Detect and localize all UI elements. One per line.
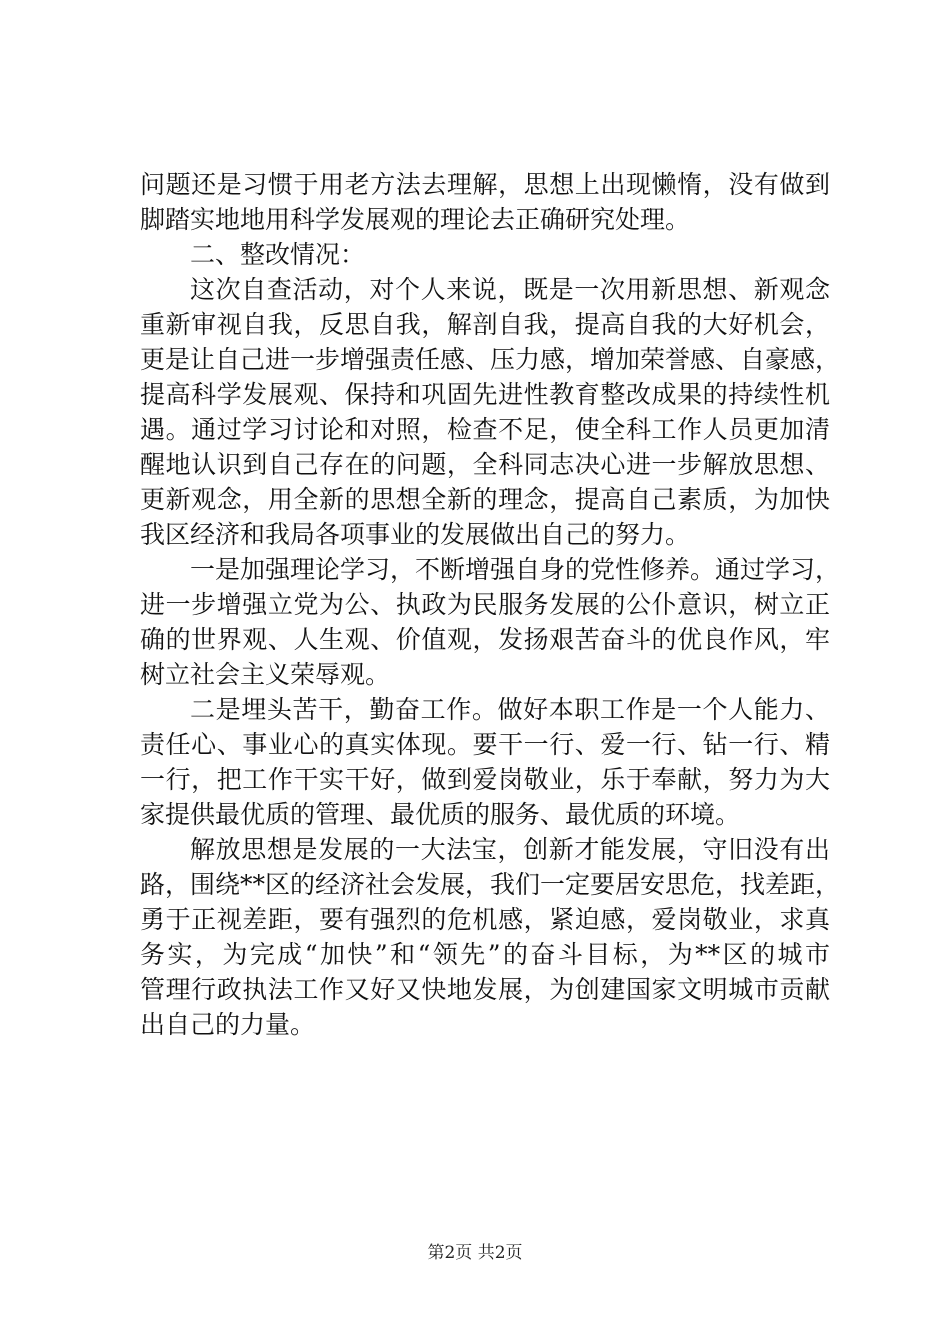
section-heading: 二、整改情况： <box>190 240 366 269</box>
text-line: 路，围绕**区的经济社会发展，我们一定要居安思危，找差距， <box>140 870 841 899</box>
text-line: 醒地认识到自己存在的问题，全科同志决心进一步解放思想、 <box>140 450 830 479</box>
text-line: 我区经济和我局各项事业的发展做出自己的努力。 <box>140 520 691 549</box>
text-line: 确的世界观、人生观、价值观，发扬艰苦奋斗的优良作风，牢 <box>140 625 830 654</box>
text-line: 遇。通过学习讨论和对照，检查不足，使全科工作人员更加清 <box>140 415 830 444</box>
text-line: 务实，为完成“加快”和“领先”的奋斗目标，为**区的城市 <box>140 940 830 969</box>
text-line: 这次自查活动，对个人来说，既是一次用新思想、新观念 <box>190 275 830 304</box>
body-text <box>140 167 841 1042</box>
text-line: 管理行政执法工作又好又快地发展，为创建国家文明城市贡献 <box>140 975 830 1004</box>
text-line: 一行，把工作干实干好，做到爱岗敬业，乐于奉献，努力为大 <box>140 765 830 794</box>
text-line: 勇于正视差距，要有强烈的危机感，紧迫感，爱岗敬业，求真 <box>140 905 830 934</box>
page-number-label: 第2页 共2页 <box>427 1243 523 1263</box>
text-line: 进一步增强立党为公、执政为民服务发展的公仆意识，树立正 <box>140 590 830 619</box>
text-line: 一是加强理论学习，不断增强自身的党性修养。通过学习， <box>190 555 841 584</box>
text-line: 脚踏实地地用科学发展观的理论去正确研究处理。 <box>140 205 691 234</box>
text-line: 家提供最优质的管理、最优质的服务、最优质的环境。 <box>140 800 741 829</box>
text-line: 责任心、事业心的真实体现。要干一行、爱一行、钻一行、精 <box>140 730 830 759</box>
text-line: 二是埋头苦干，勤奋工作。做好本职工作是一个人能力、 <box>190 695 830 724</box>
text-line: 更新观念，用全新的思想全新的理念，提高自己素质，为加快 <box>140 485 830 514</box>
text-line: 树立社会主义荣辱观。 <box>140 660 391 689</box>
text-line: 提高科学发展观、保持和巩固先进性教育整改成果的持续性机 <box>140 380 830 409</box>
text-line: 出自己的力量。 <box>140 1010 316 1039</box>
page-footer <box>0 1241 950 1265</box>
text-line: 更是让自己进一步增强责任感、压力感，增加荣誉感、自豪感， <box>140 345 841 374</box>
text-line: 问题还是习惯于用老方法去理解，思想上出现懒惰，没有做到 <box>140 170 830 199</box>
text-line: 解放思想是发展的一大法宝，创新才能发展，守旧没有出 <box>190 835 830 864</box>
text-line: 重新审视自我，反思自我，解剖自我，提高自我的大好机会， <box>140 310 830 339</box>
